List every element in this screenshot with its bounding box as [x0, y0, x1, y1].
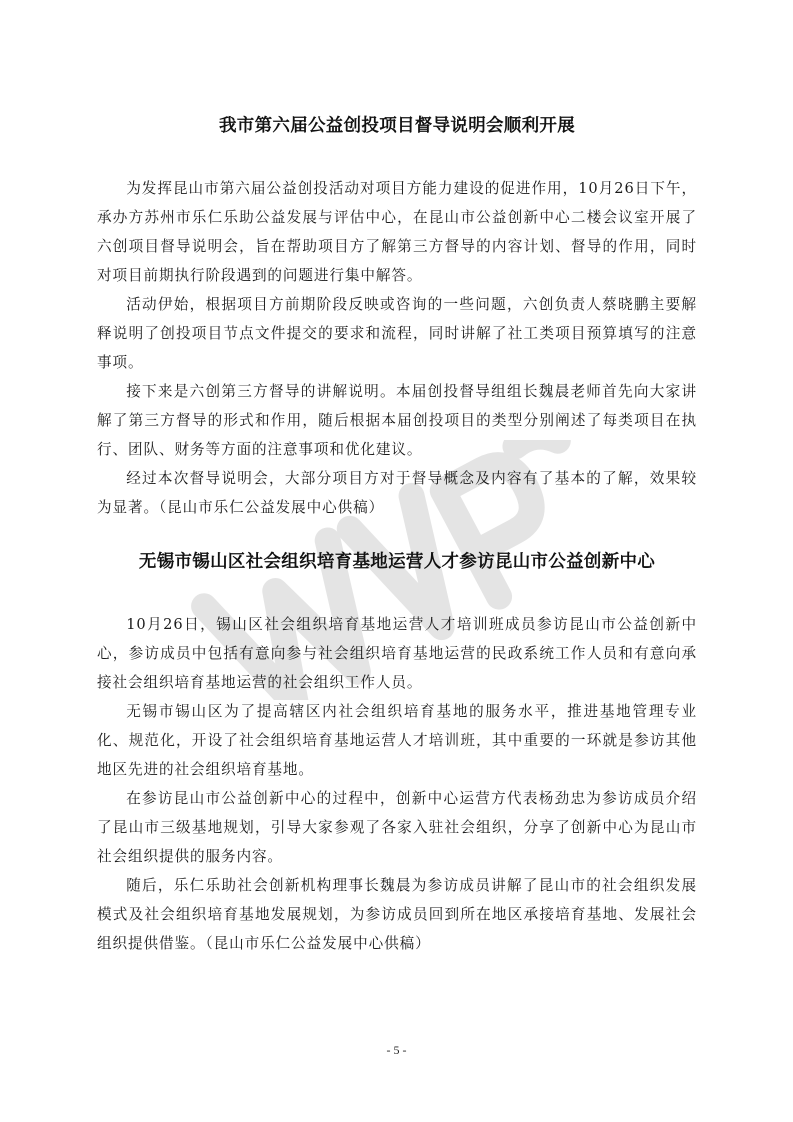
paragraph: 随后，乐仁乐助社会创新机构理事长魏晨为参访成员讲解了昆山市的社会组织发展模式及社会组织培育基地发展规划，为参访成员回到所在地区承接培育基地、发展社会组织提供借鉴。（昆山市乐仁公益发展中心供稿）: [97, 877, 697, 952]
page-number: - 5 -: [386, 1043, 407, 1057]
article-body: [97, 610, 697, 958]
article-title: 我市第六届公益创投项目督导说明会顺利开展: [219, 116, 575, 136]
paragraph: 活动伊始，根据项目方前期阶段反映或咨询的一些问题，六创负责人蔡晓鹏主要解释说明了创投项目节点文件提交的要求和流程，同时讲解了社工类项目预算填写的注意事项。: [97, 296, 697, 371]
paragraph: 无锡市锡山区为了提高辖区内社会组织培育基地的服务水平，推进基地管理专业化、规范化，开设了社会组织培育基地运营人才培训班，其中重要的一环就是参访其他地区先进的社会组织培育基地。: [97, 703, 697, 778]
article-xishan-visit: [97, 548, 697, 958]
paragraph: 为发挥昆山市第六届公益创投活动对项目方能力建设的促进作用，10月26日下午，承办方苏州市乐仁乐助公益发展与评估中心，在昆山市公益创新中心二楼会议室开展了六创项目督导说明会，旨在帮助项目方了解第三方督导的内容计划、督导的作用，同时对项目前期执行阶段遇到的问题进行集中解答。: [97, 180, 697, 284]
article-title: 无锡市锡山区社会组织培育基地运营人才参访昆山市公益创新中心: [138, 552, 656, 572]
paragraph: 接下来是六创第三方督导的讲解说明。本届创投督导组组长魏晨老师首先向大家讲解了第三方督导的形式和作用，随后根据本届创投项目的类型分别阐述了每类项目在执行、团队、财务等方面的注意事项和优化建议。: [97, 383, 697, 458]
paragraph: 10月26日，锡山区社会组织培育基地运营人才培训班成员参访昆山市公益创新中心，参访成员中包括有意向参与社会组织培育基地运营的民政系统工作人员和有意向承接社会组织培育基地运营的社会组织工作人员。: [97, 616, 697, 691]
paragraph: 在参访昆山市公益创新中心的过程中，创新中心运营方代表杨劲忠为参访成员介绍了昆山市三级基地规划，引导大家参观了各家入驻社会组织，分享了创新中心为昆山市社会组织提供的服务内容。: [97, 790, 697, 865]
paragraph: 经过本次督导说明会，大部分项目方对于督导概念及内容有了基本的了解，效果较为显著。（昆山市乐仁公益发展中心供稿）: [97, 470, 697, 516]
article-body: [97, 174, 697, 522]
article-supervision-briefing: [97, 112, 697, 522]
